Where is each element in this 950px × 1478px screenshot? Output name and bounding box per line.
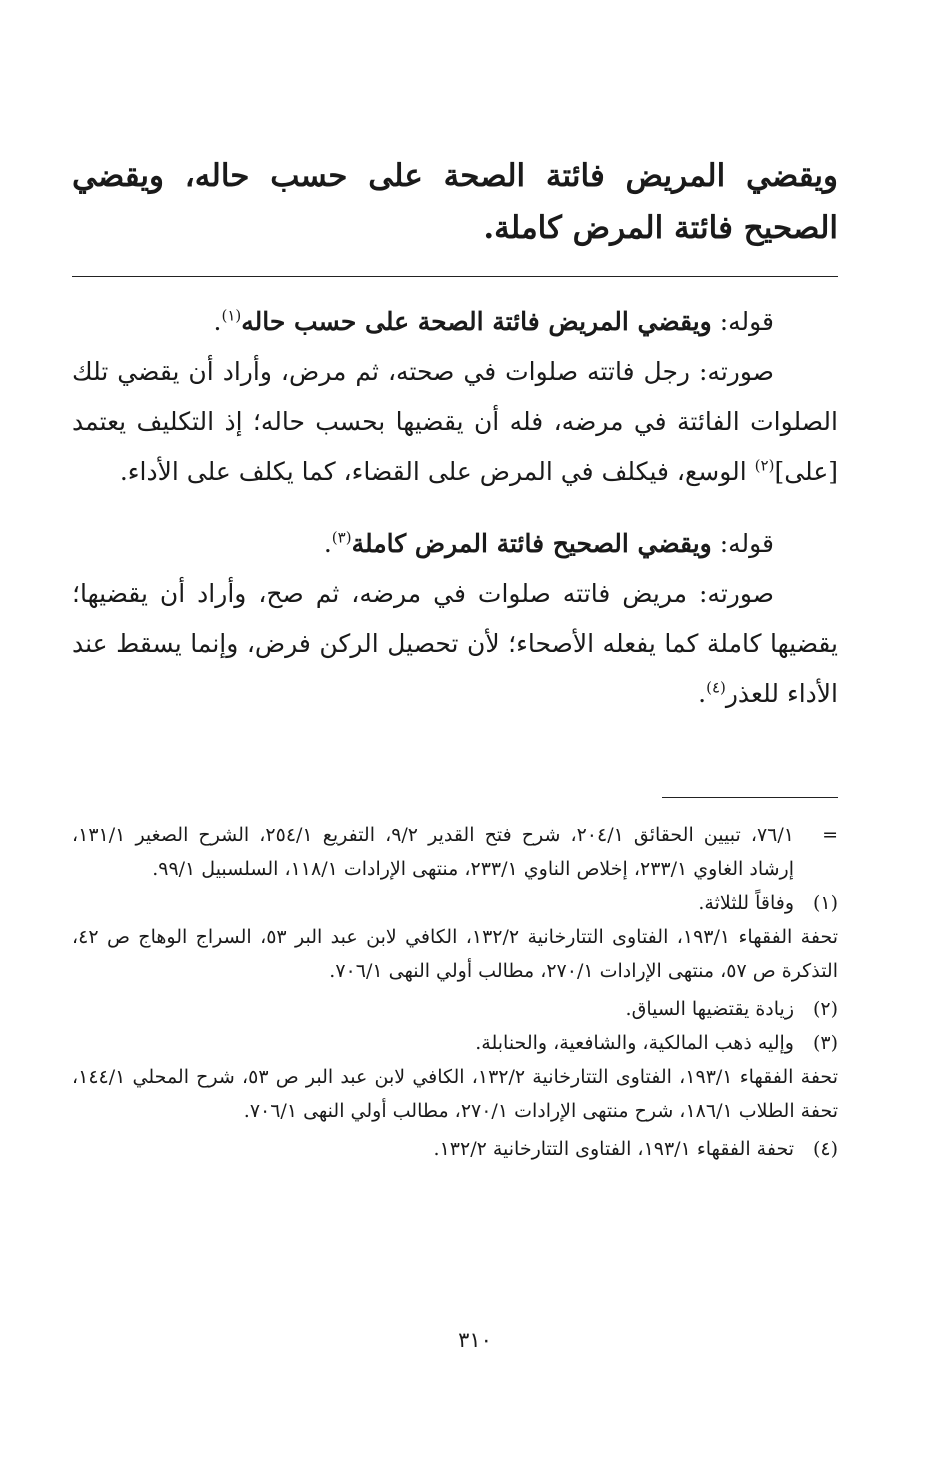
footnote-ref-4[interactable]: (٤)	[706, 678, 726, 697]
footnote-3-text: وإليه ذهب المالكية، والشافعية، والحنابلة.	[475, 1032, 794, 1054]
footnote-continuation-marker: =	[822, 824, 838, 846]
footnote-2-text: زيادة يقتضيها السياق.	[625, 998, 794, 1020]
footnotes	[72, 818, 838, 1166]
explanation-2	[72, 569, 838, 719]
footnote-3-marker: (٣)	[812, 1032, 838, 1054]
explanation-2-text-b: .	[698, 679, 707, 708]
footnote-3-sources: تحفة الفقهاء ١٩٣/١، الفتاوى التتارخانية ١٣٢/٢، الكافي لابن عبد البر ص ٥٣، شرح المحلي ١٤٤/١، تحفة الطلاب ١٨٦/١، شرح منتهى الإرادات ٢٧٠/١، مطالب أولي النهى ٧٠٦/١.	[72, 1066, 838, 1122]
footnote-continuation	[72, 818, 838, 886]
footnote-1-sources: تحفة الفقهاء ١٩٣/١، الفتاوى التتارخانية ١٣٢/٢، الكافي لابن عبد البر ٥٣، السراج الوهاج ص ٤٢، التذكرة ص ٥٧، منتهى الإرادات ٢٧٠/١، مطالب أولي النهى ٧٠٦/١.	[72, 926, 838, 982]
paragraph-gap	[72, 497, 838, 519]
explanation-1-text-b: الوسع، فيكلف في المرض على القضاء، كما يكلف على الأداء.	[119, 457, 755, 486]
footnote-ref-2[interactable]: (٢)	[754, 456, 775, 475]
commentary	[72, 297, 838, 719]
quote-1-label: قوله:	[719, 307, 774, 336]
quote-2-label: قوله:	[719, 529, 774, 558]
quote-1-text: ويقضي المريض فائتة الصحة على حسب حاله	[241, 307, 712, 336]
quote-2-end: .	[323, 529, 332, 558]
footnote-ref-1[interactable]: (١)	[221, 306, 242, 325]
explanation-1-text-a: صورته: رجل فاتته صلوات في صحته، ثم مرض، وأراد أن يقضي تلك الصلوات الفائتة في مرضه، فله أن يقضيها بحسب حاله؛ إذ التكليف يعتمد [على]	[72, 357, 838, 486]
matn-divider	[72, 276, 838, 277]
footnote-4	[72, 1132, 838, 1166]
quote-2	[72, 519, 838, 569]
explanation-2-text-a: صورته: مريض فاتته صلوات في مرضه، ثم صح، وأراد أن يقضيها؛ يقضيها كاملة كما يفعله الأصحاء؛ لأن تحصيل الركن فرض، وإنما يسقط عند الأداء للعذر	[72, 579, 838, 708]
footnote-1	[72, 886, 838, 920]
explanation-1	[72, 347, 838, 497]
footnote-3	[72, 1026, 838, 1060]
footnote-divider	[662, 797, 838, 798]
matn-text: ويقضي المريض فائتة الصحة على حسب حاله، ويقضي الصحيح فائتة المرض كاملة.	[72, 158, 838, 246]
page-content	[72, 150, 838, 1166]
footnote-1-text: وفاقاً للثلاثة.	[698, 892, 794, 914]
quote-2-text: ويقضي الصحيح فائتة المرض كاملة	[351, 529, 712, 558]
quote-1	[72, 297, 838, 347]
quote-1-end: .	[213, 307, 222, 336]
page-number: ٣١٠	[458, 1328, 492, 1352]
footnote-ref-3[interactable]: (٣)	[331, 528, 352, 547]
footnote-4-text: تحفة الفقهاء ١٩٣/١، الفتاوى التتارخانية ١٣٢/٢.	[433, 1138, 794, 1160]
footnote-2-marker: (٢)	[812, 998, 838, 1020]
footnote-1-marker: (١)	[812, 892, 838, 914]
footnote-2	[72, 992, 838, 1026]
footnote-continuation-text: ٧٦/١، تبيين الحقائق ٢٠٤/١، شرح فتح القدير ٩/٢، التفريع ٢٥٤/١، الشرح الصغير ١٣١/١، إرشاد الغاوي ٢٣٣/١، إخلاص الناوي ٢٣٣/١، منتهى الإرادات ١١٨/١، السلسبيل ٩٩/١.	[72, 824, 794, 880]
footnote-4-marker: (٤)	[812, 1138, 838, 1160]
